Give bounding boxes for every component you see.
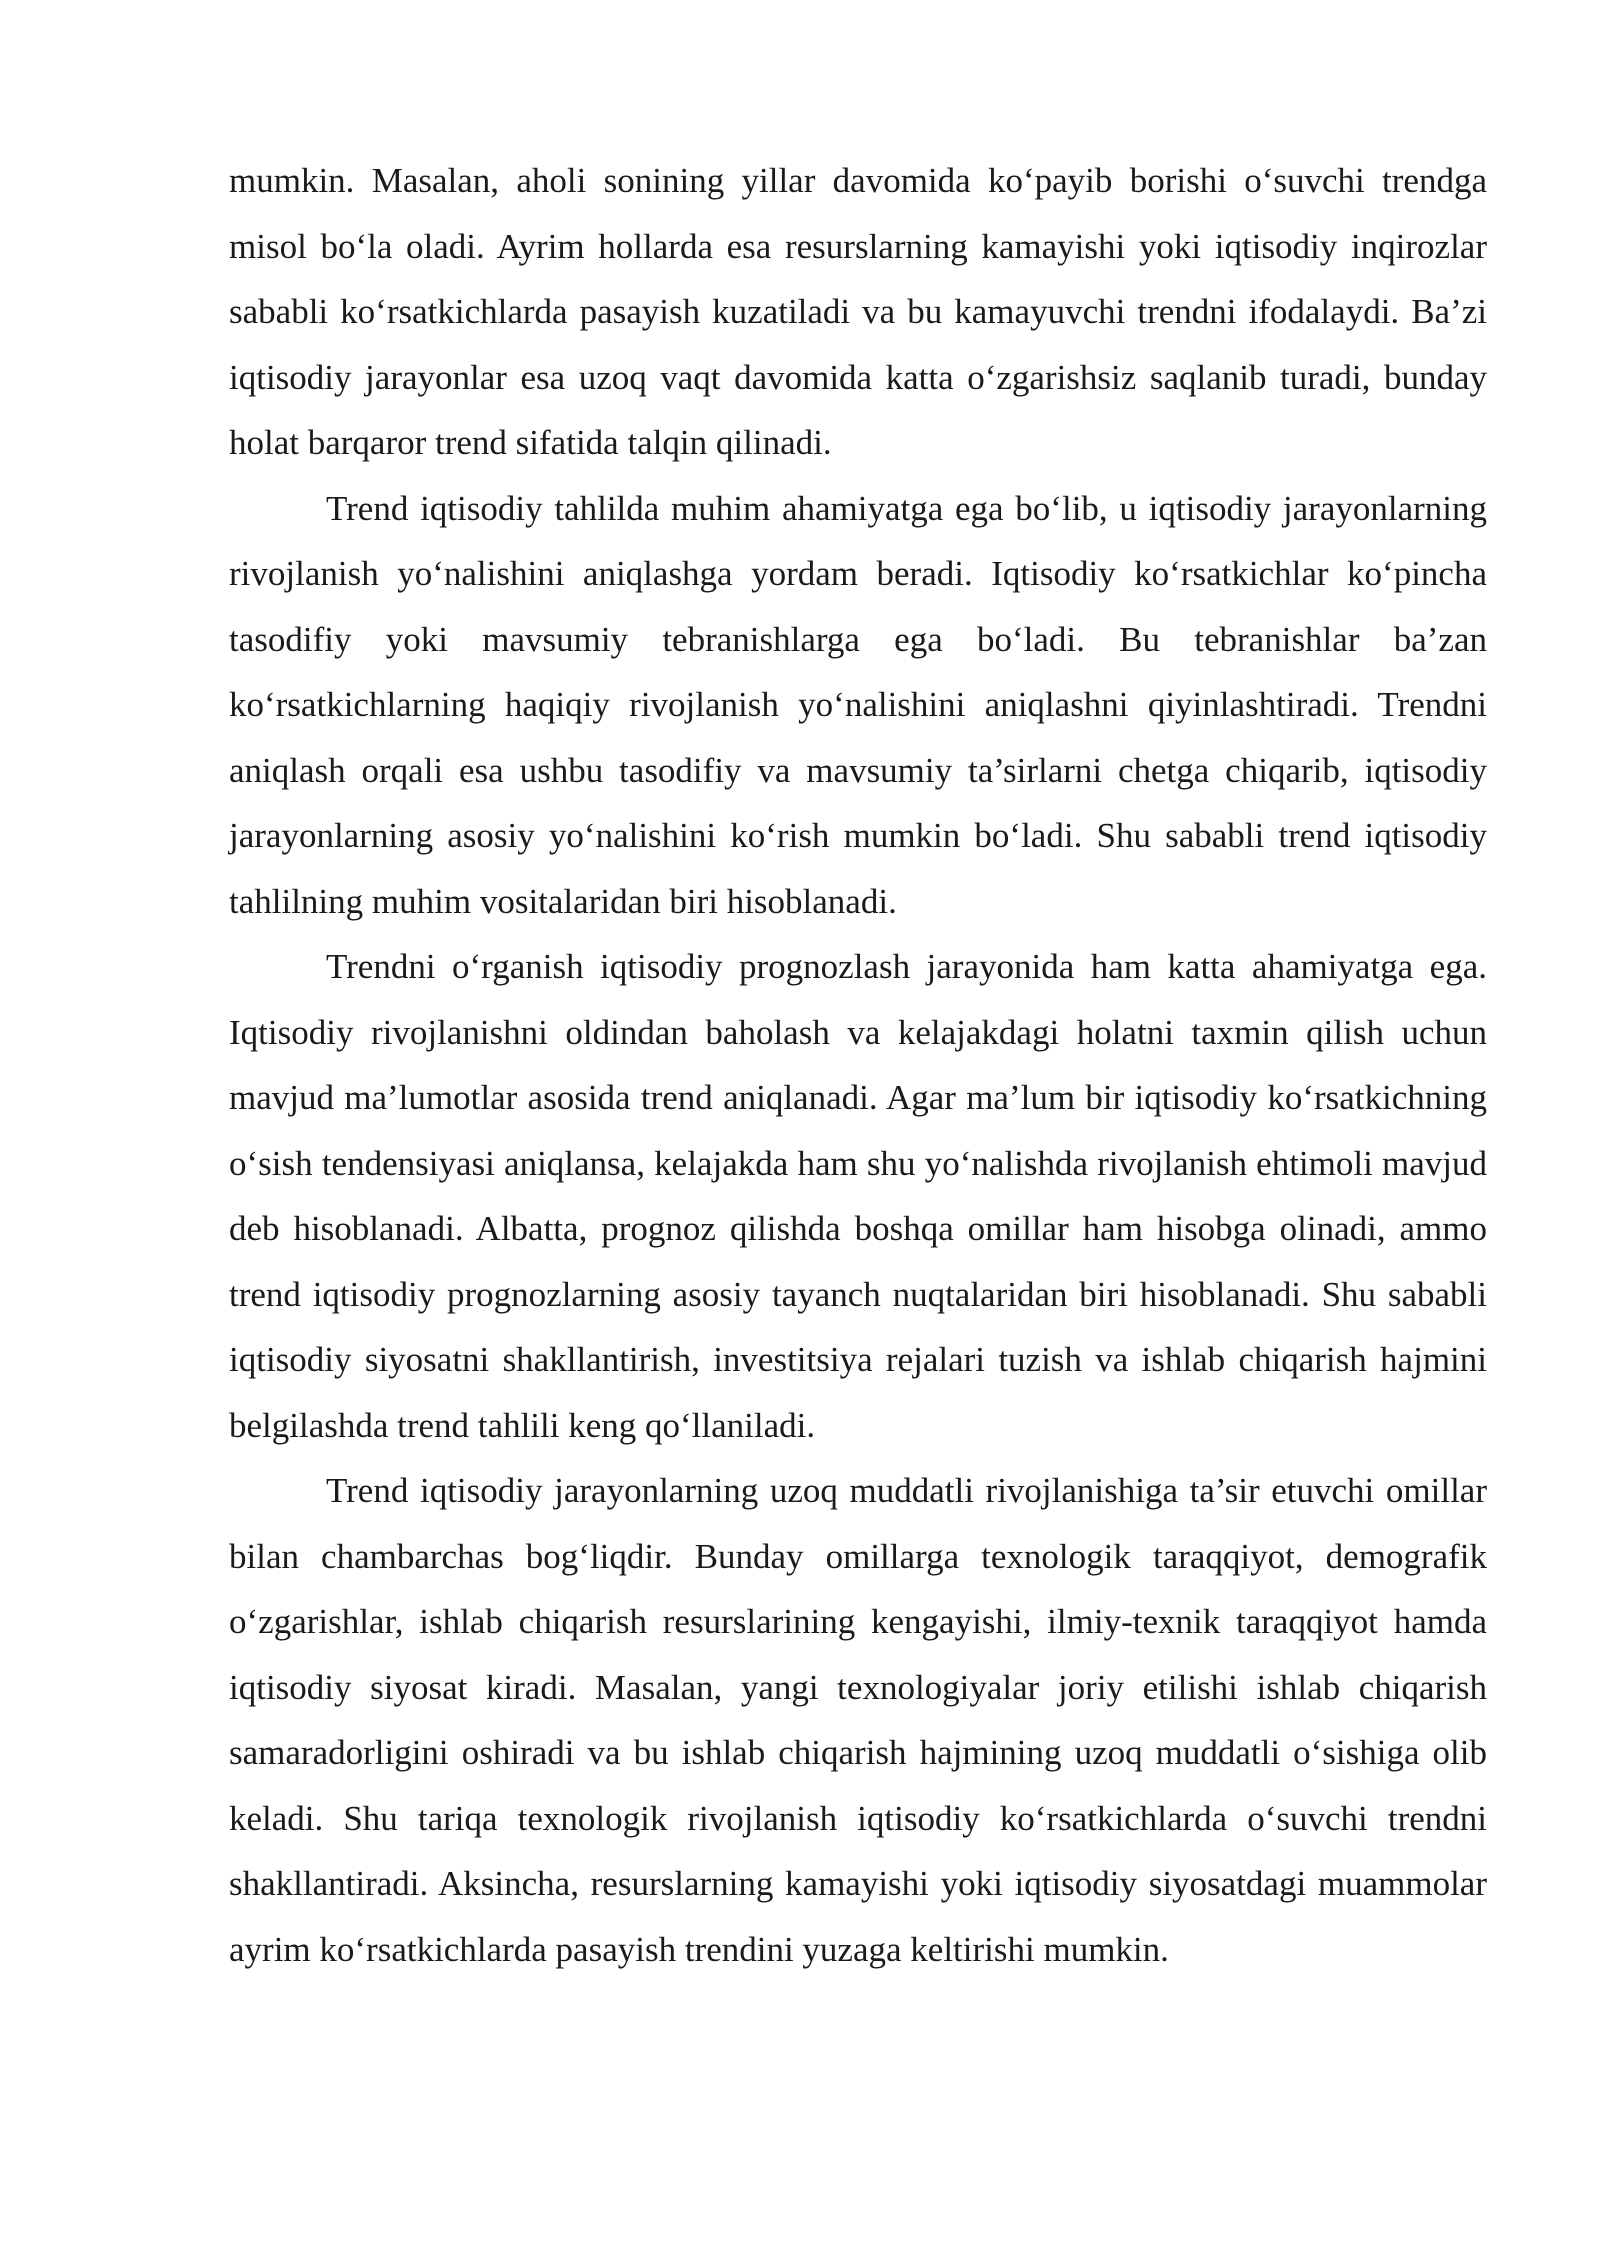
paragraph-trend-importance: Trend iqtisodiy tahlilda muhim ahamiyatga ega bo‘lib, u iqtisodiy jarayonlarning rivojlanish yo‘nalishini aniqlashga yordam beradi. Iqtisodiy ko‘rsatkichlar ko‘pincha tasodifiy yoki mavsumiy tebranishlarga ega bo‘ladi. Bu tebranishlar ba’zan ko‘rsatkichlarning haqiqiy rivojlanish yo‘nalishini aniqlashni qiyinlashtiradi. Trendni aniqlash orqali esa ushbu tasodifiy va mavsumiy ta’sirlarni chetga chiqarib, iqtisodiy jarayonlarning asosiy yo‘nalishini ko‘rish mumkin bo‘ladi. Shu sababli trend iqtisodiy tahlilning muhim vositalaridan biri hisoblanadi. [229,488,1487,921]
document-page [229,148,1487,1982]
paragraph-trend-factors: Trend iqtisodiy jarayonlarning uzoq muddatli rivojlanishiga ta’sir etuvchi omillar bilan chambarchas bog‘liqdir. Bunday omillarga texnologik taraqqiyot, demografik o‘zgarishlar, ishlab chiqarish resurslarining kengayishi, ilmiy-texnik taraqqiyot hamda iqtisodiy siyosat kiradi. Masalan, yangi texnologiyalar joriy etilishi ishlab chiqarish samaradorligini oshiradi va bu ishlab chiqarish hajmining uzoq muddatli o‘sishiga olib keladi. Shu tariqa texnologik rivojlanish iqtisodiy ko‘rsatkichlarda o‘suvchi trendni shakllantiradi. Aksincha, resurslarning kamayishi yoki iqtisodiy siyosatdagi muammolar ayrim ko‘rsatkichlarda pasayish trendini yuzaga keltirishi mumkin. [229,1471,1487,1969]
paragraph-trend-forecasting: Trendni o‘rganish iqtisodiy prognozlash jarayonida ham katta ahamiyatga ega. Iqtisodiy rivojlanishni oldindan baholash va kelajakdagi holatni taxmin qilish uchun mavjud ma’lumotlar asosida trend aniqlanadi. Agar ma’lum bir iqtisodiy ko‘rsatkichning o‘sish tendensiyasi aniqlansa, kelajakda ham shu yo‘nalishda rivojlanish ehtimoli mavjud deb hisoblanadi. Albatta, prognoz qilishda boshqa omillar ham hisobga olinadi, ammo trend iqtisodiy prognozlarning asosiy tayanch nuqtalaridan biri hisoblanadi. Shu sababli iqtisodiy siyosatni shakllantirish, investitsiya rejalari tuzish va ishlab chiqarish hajmini belgilashda trend tahlili keng qo‘llaniladi. [229,947,1487,1445]
paragraph-continuation: mumkin. Masalan, aholi sonining yillar davomida ko‘payib borishi o‘suvchi trendga misol bo‘la oladi. Ayrim hollarda esa resurslarning kamayishi yoki iqtisodiy inqirozlar sababli ko‘rsatkichlarda pasayish kuzatiladi va bu kamayuvchi trendni ifodalaydi. Ba’zi iqtisodiy jarayonlar esa uzoq vaqt davomida katta o‘zgarishsiz saqlanib turadi, bunday holat barqaror trend sifatida talqin qilinadi. [229,161,1487,462]
